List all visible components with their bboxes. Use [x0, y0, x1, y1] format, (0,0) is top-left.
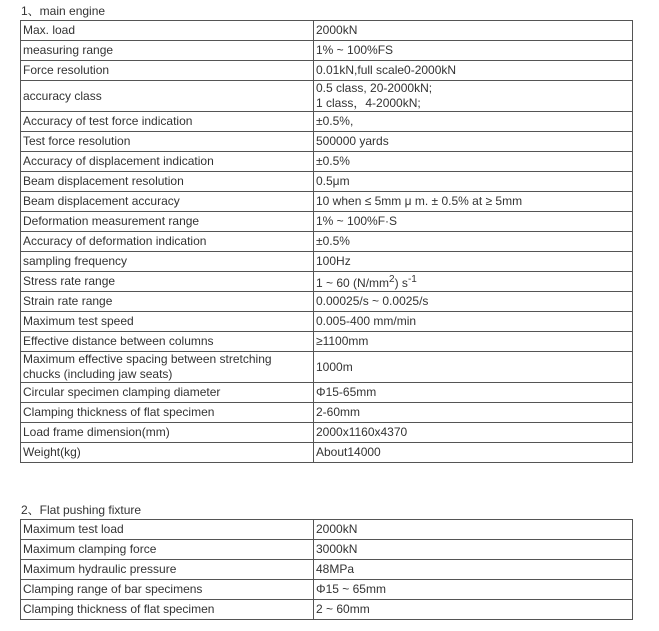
table-row	[21, 600, 633, 620]
spec-label: Weight(kg)	[21, 443, 314, 463]
table-row	[21, 132, 633, 152]
spec-label: Circular specimen clamping diameter	[21, 383, 314, 403]
table-row	[21, 61, 633, 81]
spec-label: Force resolution	[21, 61, 314, 81]
spec-label: Accuracy of deformation indication	[21, 232, 314, 252]
section-title-flat-pushing-fixture: 2、Flat pushing fixture	[21, 503, 142, 517]
spec-label: Maximum effective spacing between stretching chucks (including jaw seats)	[21, 352, 314, 383]
spec-value: About14000	[314, 443, 633, 463]
spec-value: 0.01kN,full scale0-2000kN	[314, 61, 633, 81]
spec-value: ±0.5%	[314, 152, 633, 172]
table-row	[21, 232, 633, 252]
spec-value: 1% ~ 100%FS	[314, 41, 633, 61]
spec-label: Maximum hydraulic pressure	[21, 560, 314, 580]
spec-label: Deformation measurement range	[21, 212, 314, 232]
spec-label: Stress rate range	[21, 272, 314, 292]
table-row	[21, 172, 633, 192]
table-row	[21, 443, 633, 463]
flat-pushing-fixture-spec-table	[20, 519, 633, 620]
table-row	[21, 252, 633, 272]
table-row	[21, 152, 633, 172]
section-title-main-engine: 1、main engine	[21, 4, 106, 18]
table-row	[21, 560, 633, 580]
spec-value	[314, 272, 633, 292]
spec-value: 1% ~ 100%F·S	[314, 212, 633, 232]
stress-rate-text: 1 ~ 60 (N/mm	[316, 276, 390, 290]
stress-rate-sup: -1	[407, 274, 417, 285]
spec-label: Load frame dimension(mm)	[21, 423, 314, 443]
spec-label: sampling frequency	[21, 252, 314, 272]
table-row	[21, 423, 633, 443]
spec-value: 2 ~ 60mm	[314, 600, 633, 620]
spec-label: measuring range	[21, 41, 314, 61]
spec-label: Beam displacement resolution	[21, 172, 314, 192]
spec-value: 1000m	[314, 352, 633, 383]
spec-value: ±0.5%	[314, 232, 633, 252]
spec-label: Maximum test load	[21, 520, 314, 540]
table-row	[21, 21, 633, 41]
stress-rate-text: ) s	[394, 276, 408, 290]
spec-label: Clamping range of bar specimens	[21, 580, 314, 600]
spec-value: 0.5μm	[314, 172, 633, 192]
table-row	[21, 332, 633, 352]
spec-value	[314, 81, 633, 112]
spec-value: Φ15-65mm	[314, 383, 633, 403]
spec-label: Clamping thickness of flat specimen	[21, 403, 314, 423]
table-row	[21, 540, 633, 560]
spec-label: Maximum test speed	[21, 312, 314, 332]
spec-label: Test force resolution	[21, 132, 314, 152]
spec-label: Accuracy of test force indication	[21, 112, 314, 132]
spec-value: ±0.5%,	[314, 112, 633, 132]
spec-label: Effective distance between columns	[21, 332, 314, 352]
table-row	[21, 292, 633, 312]
spec-value: ≥1100mm	[314, 332, 633, 352]
stress-rate-sup: 2	[389, 274, 395, 285]
spec-label: Maximum clamping force	[21, 540, 314, 560]
spec-value: 0.00025/s ~ 0.0025/s	[314, 292, 633, 312]
spec-value: 48MPa	[314, 560, 633, 580]
table-row	[21, 383, 633, 403]
spec-value: 500000 yards	[314, 132, 633, 152]
spec-label: Max. load	[21, 21, 314, 41]
table-row	[21, 192, 633, 212]
spec-value: 10 when ≤ 5mm μ m. ± 0.5% at ≥ 5mm	[314, 192, 633, 212]
spec-label: accuracy class	[21, 81, 314, 112]
spec-value: 0.005-400 mm/min	[314, 312, 633, 332]
table-row	[21, 352, 633, 383]
table-row	[21, 81, 633, 112]
spec-value: 2000x1160x4370	[314, 423, 633, 443]
table-row	[21, 272, 633, 292]
spec-label: Beam displacement accuracy	[21, 192, 314, 212]
table-row	[21, 403, 633, 423]
table-row	[21, 520, 633, 540]
spec-value: Φ15 ~ 65mm	[314, 580, 633, 600]
table-row	[21, 212, 633, 232]
table-row	[21, 41, 633, 61]
table-row	[21, 112, 633, 132]
spec-label: Clamping thickness of flat specimen	[21, 600, 314, 620]
spec-label: Strain rate range	[21, 292, 314, 312]
spec-value: 2000kN	[314, 21, 633, 41]
spec-value: 3000kN	[314, 540, 633, 560]
spec-value: 2-60mm	[314, 403, 633, 423]
main-engine-spec-table	[20, 20, 633, 463]
spec-value-line: 1 class，4-2000kN;	[316, 96, 421, 110]
table-row	[21, 580, 633, 600]
spec-value-line: 0.5 class, 20-2000kN;	[316, 81, 433, 95]
spec-label: Accuracy of displacement indication	[21, 152, 314, 172]
spec-value: 2000kN	[314, 520, 633, 540]
table-row	[21, 312, 633, 332]
spec-value: 100Hz	[314, 252, 633, 272]
